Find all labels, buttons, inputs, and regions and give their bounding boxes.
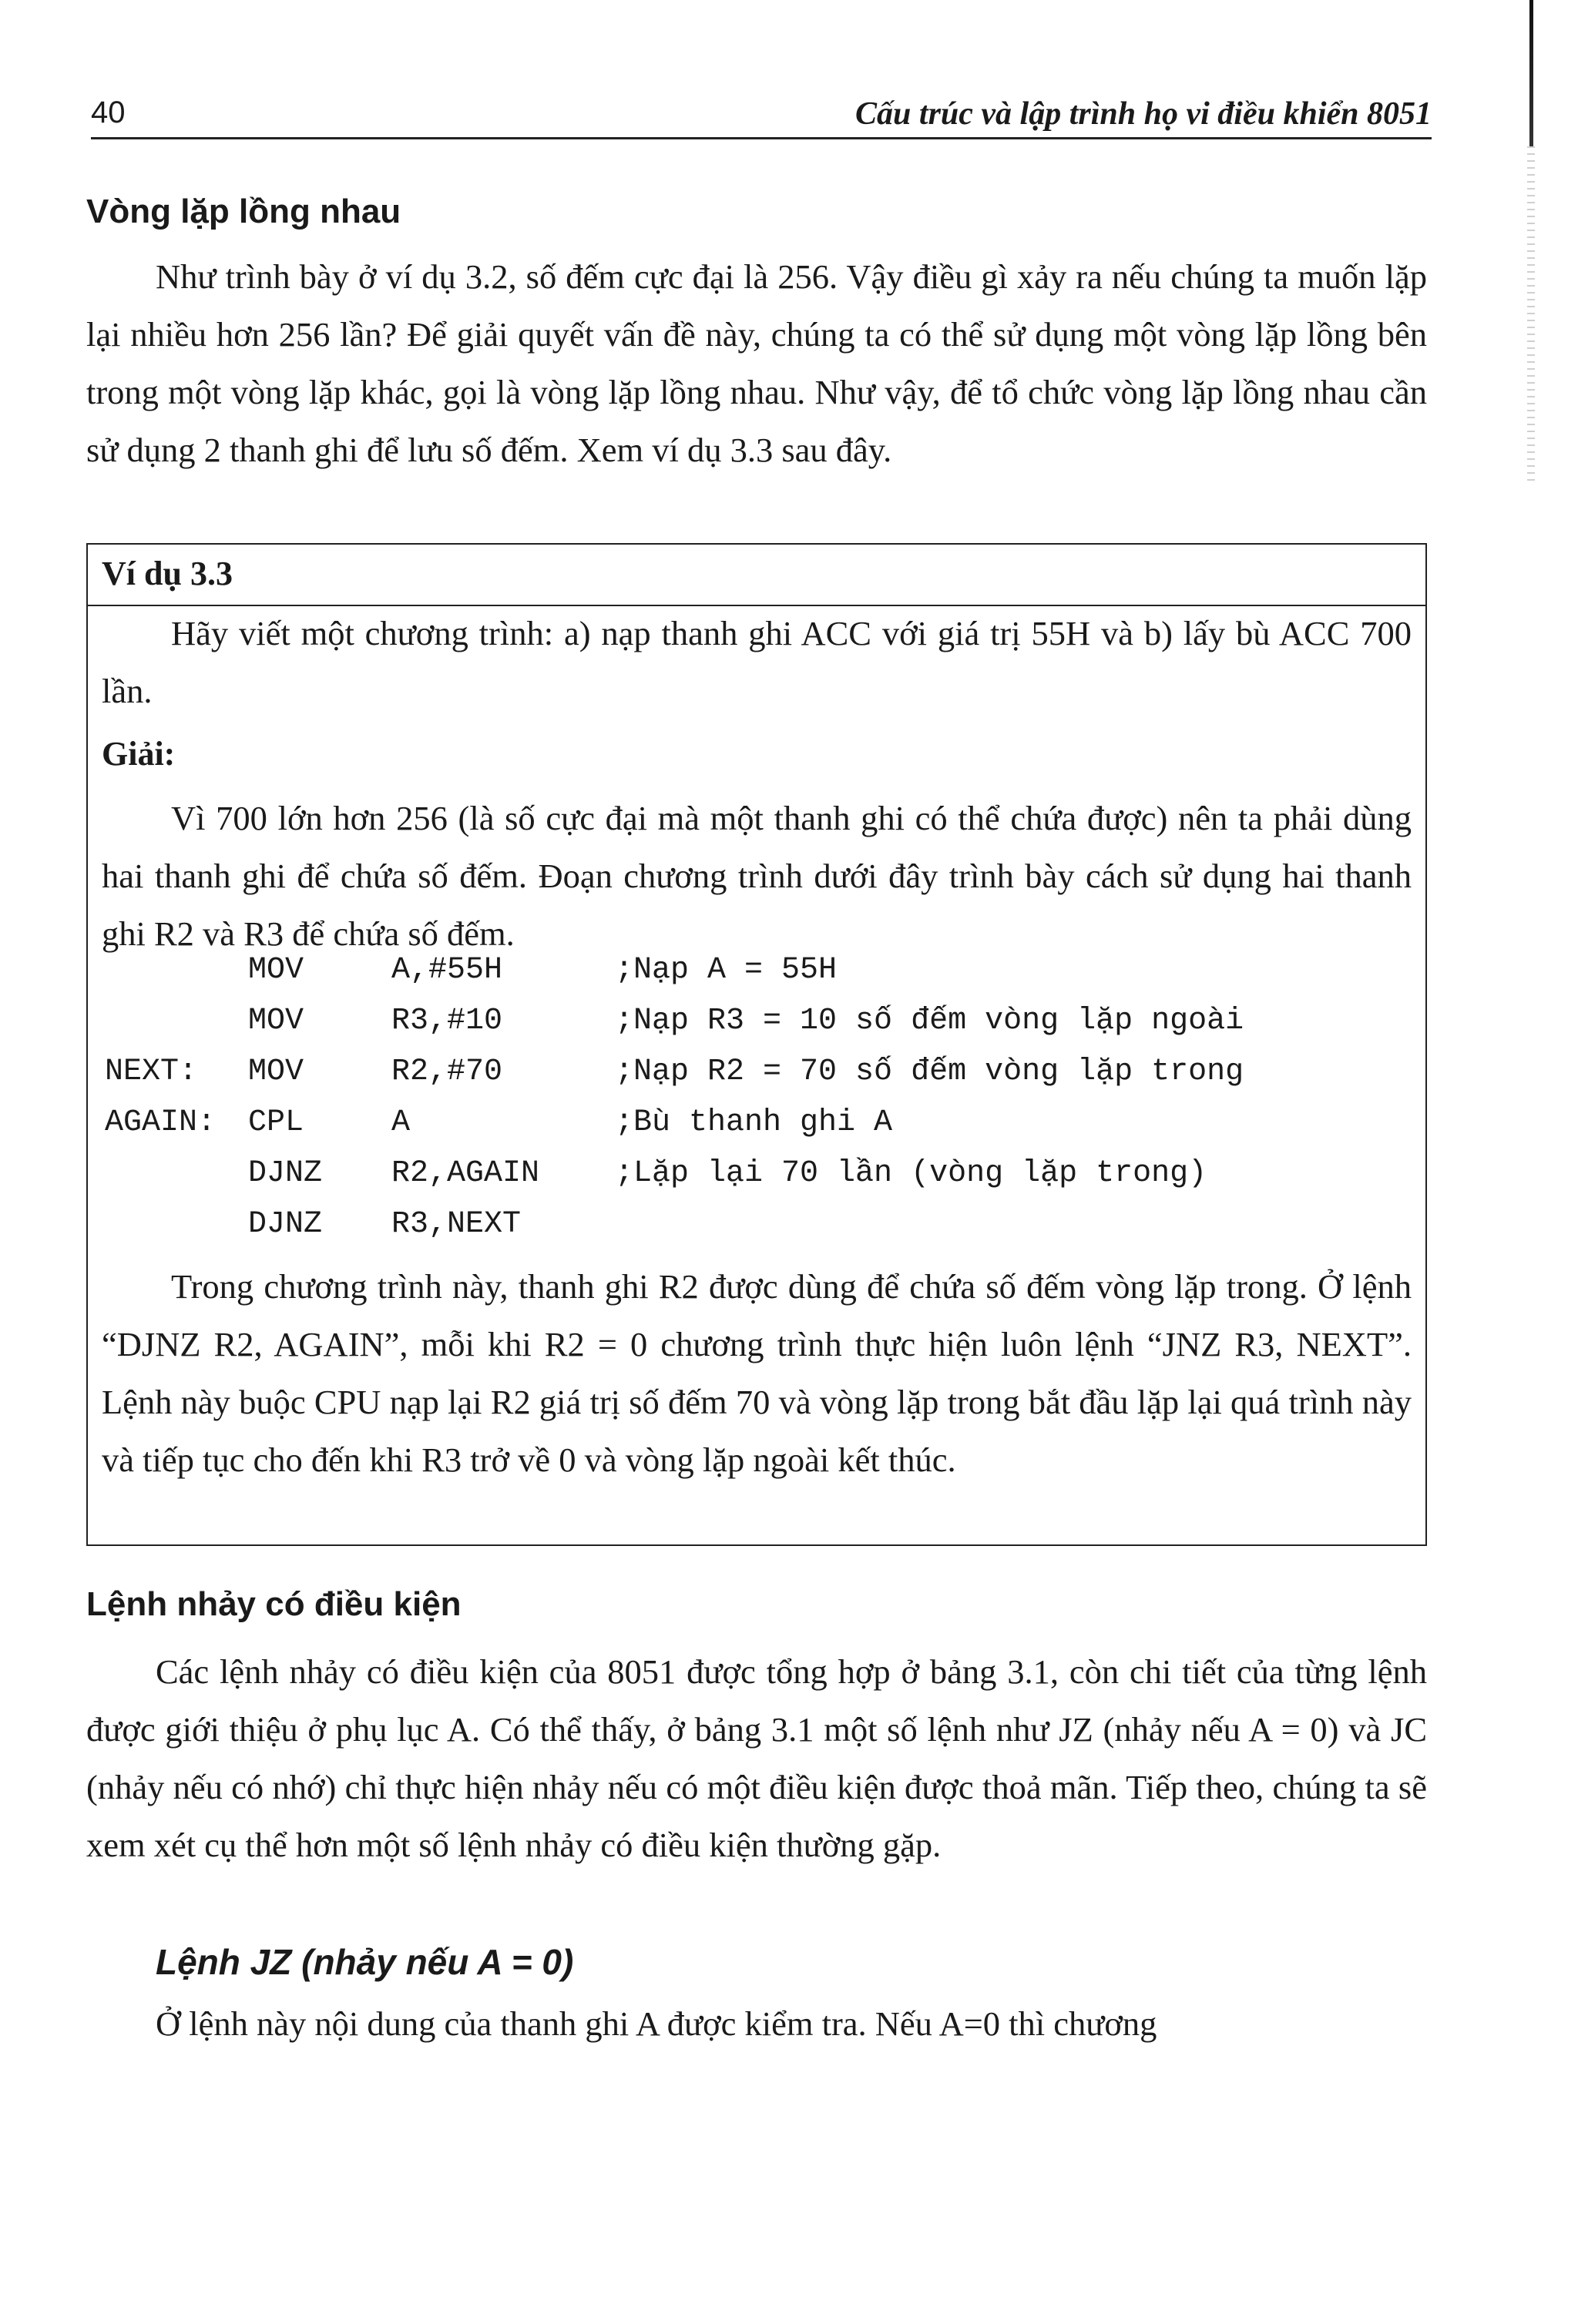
code-comment: ;Nạp R3 = 10 số đếm vòng lặp ngoài [615,1004,1244,1038]
code-comment: ;Nạp R2 = 70 số đếm vòng lặp trong [615,1055,1244,1089]
code-label: AGAIN: [105,1105,217,1140]
code-comment: ;Lặp lại 70 lần (vòng lặp trong) [615,1156,1207,1191]
section-heading-nested-loops: Vòng lặp lồng nhau [86,193,401,230]
code-line [105,1105,893,1152]
code-operand: R3,#10 [391,1004,503,1038]
example-box [86,543,1427,1546]
solution-text: Vì 700 lớn hơn 256 (là số cực đại mà một thanh ghi có thể chứa được) nên ta phải dùng hai thanh ghi để chứa số đếm. Đoạn chương trình dưới đây trình bày cách sử dụng hai thanh ghi R2 và R3 để chứa số đếm. [102,799,1412,953]
section-heading-conditional-jumps: Lệnh nhảy có điều kiện [86,1585,462,1623]
code-opcode: DJNZ [248,1156,323,1191]
code-operand: R3,NEXT [391,1207,522,1242]
code-comment: ;Bù thanh ghi A [615,1105,893,1140]
code-operand: R2,#70 [391,1055,503,1089]
running-title: Cấu trúc và lập trình họ vi điều khiển 8051 [855,96,1432,132]
section-paragraph-nested-loops: Như trình bày ở ví dụ 3.2, số đếm cực đại là 256. Vậy điều gì xảy ra nếu chúng ta muốn lặp lại nhiều hơn 256 lần? Để giải quyết vấn đề này, chúng ta có thể sử dụng một vòng lặp lồng bên trong một vòng lặp khác, gọi là vòng lặp lồng nhau. Như vậy, để tổ chức vòng lặp lồng nhau cần sử dụng 2 thanh ghi để lưu số đếm. Xem ví dụ 3.3 sau đây. [86,257,1427,469]
page-header [91,91,1432,139]
code-opcode: MOV [248,1055,304,1089]
code-opcode: MOV [248,1004,304,1038]
code-line [105,1004,1244,1050]
code-line [105,953,838,999]
scan-edge-mark [1529,0,1533,146]
code-opcode: MOV [248,953,304,988]
code-comment: ;Nạp A = 55H [615,953,838,988]
scan-speckle-mark [1527,146,1535,485]
code-opcode: CPL [248,1105,304,1140]
code-operand: A [391,1105,411,1140]
code-operand: A,#55H [391,953,503,988]
page-number: 40 [91,96,126,129]
subsection-paragraph-jz: Ở lệnh này nội dung của thanh ghi A được kiểm tra. Nếu A=0 thì chương [156,2004,1157,2043]
example-title: Ví dụ 3.3 [102,555,233,592]
code-line [105,1207,522,1253]
code-operand: R2,AGAIN [391,1156,540,1191]
subsection-heading-jz: Lệnh JZ (nhảy nếu A = 0) [156,1942,574,1982]
explanation-text: Trong chương trình này, thanh ghi R2 được dùng để chứa số đếm vòng lặp trong. Ở lệnh “DJNZ R2, AGAIN”, mỗi khi R2 = 0 chương trình thực hiện luôn lệnh “JNZ R3, NEXT”. Lệnh này buộc CPU nạp lại R2 giá trị số đếm 70 và vòng lặp trong bắt đầu lặp lại quá trình này và tiếp tục cho đến khi R3 trở về 0 và vòng lặp ngoài kết thúc. [102,1267,1412,1479]
code-line [105,1055,1244,1101]
code-label: NEXT: [105,1055,198,1089]
section-paragraph-conditional-jumps: Các lệnh nhảy có điều kiện của 8051 được tổng hợp ở bảng 3.1, còn chi tiết của từng lệnh được giới thiệu ở phụ lục A. Có thể thấy, ở bảng 3.1 một số lệnh như JZ (nhảy nếu A = 0) và JC (nhảy nếu có nhớ) chỉ thực hiện nhảy nếu có một điều kiện được thoả mãn. Tiếp theo, chúng ta sẽ xem xét cụ thể hơn một số lệnh nhảy có điều kiện thường gặp. [86,1652,1427,1864]
example-problem: Hãy viết một chương trình: a) nạp thanh ghi ACC với giá trị 55H và b) lấy bù ACC 700 lần. [102,614,1412,710]
code-line [105,1156,1207,1202]
code-opcode: DJNZ [248,1207,323,1242]
solution-label: Giải: [102,735,176,773]
